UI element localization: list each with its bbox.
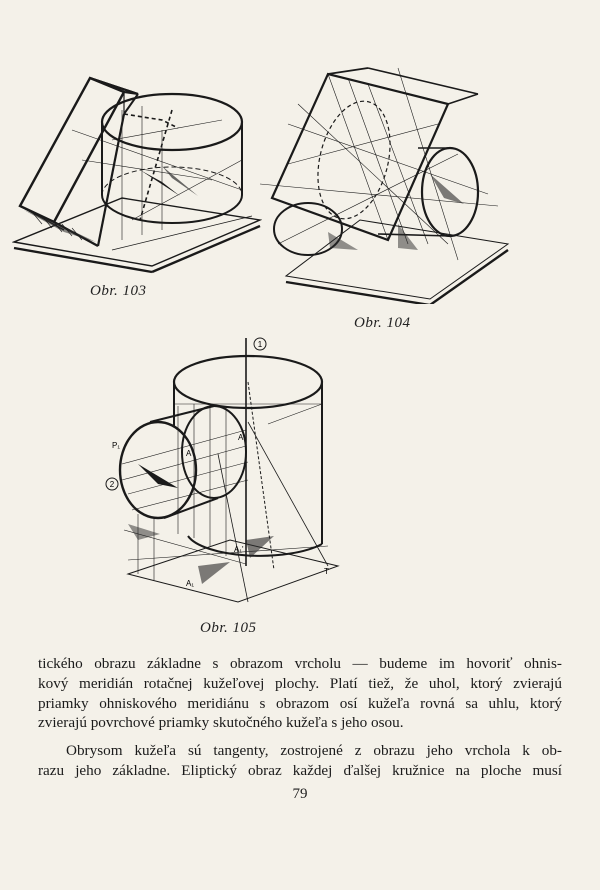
- figure-104-caption: Obr. 104: [354, 315, 411, 331]
- figure-105-drawing: [98, 334, 350, 610]
- paragraph-2: [38, 741, 562, 781]
- label-a-prime: A': [238, 433, 245, 442]
- axis-label-top: 1: [257, 340, 263, 349]
- text-line: kový meridián rotačnej kužeľovej plochy. Platí tiež, že uhol, ktorý zvierajú: [38, 674, 562, 692]
- label-a: A: [186, 449, 192, 458]
- text-line: razu jeho základne. Eliptický obraz každej ďalšej kružnice na ploche musí: [38, 761, 562, 779]
- label-a1: A₁: [186, 579, 195, 588]
- page-number: 79: [292, 786, 308, 802]
- figure-103-caption: Obr. 103: [90, 283, 147, 299]
- label-p1: P₁: [112, 441, 121, 450]
- text-line: Obrysom kužeľa sú tangenty, zostrojené z obrazu jeho vrchola k ob-: [66, 742, 562, 760]
- text-line: priamky ohniskového meridiánu s obrazom osí kužeľa rovná sa uhlu, ktorý: [38, 694, 562, 712]
- figure-104-drawing: [258, 64, 510, 304]
- figure-105-caption: Obr. 105: [200, 620, 257, 636]
- text-line: tického obrazu základne s obrazom vrcholu — budeme im hovoriť ohnis-: [38, 655, 562, 672]
- paragraph-1: [38, 654, 562, 733]
- text-line: zvierajú povrchové priamky skutočného kužeľa s jeho osou.: [38, 714, 404, 732]
- body-text: [38, 654, 562, 781]
- label-t: T: [324, 567, 329, 576]
- label-a1-prime: A₁': [234, 545, 244, 554]
- axis-label-left: 2: [109, 480, 115, 489]
- figure-103-drawing: [12, 70, 262, 275]
